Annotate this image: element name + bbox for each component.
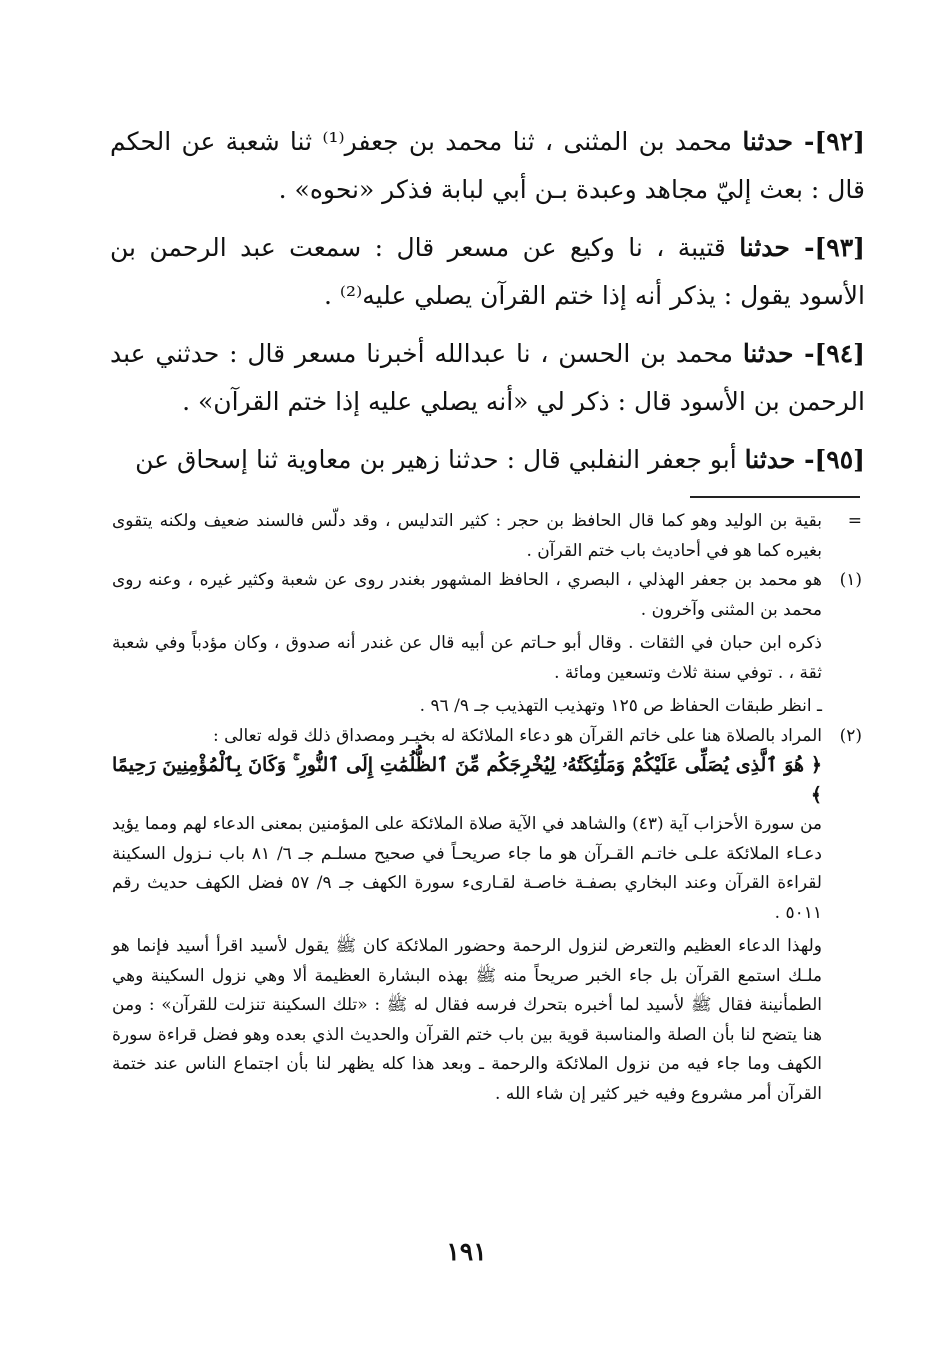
hadith-text: محمد بن الحسن ، نا عبدالله أخبرنا مسعر قال : حدثني عبد الرحمن بن الأسود قال : ذكر لي «أنه يصلي عليه إذا ختم القرآن» . (110, 339, 865, 416)
footnote-marker: = (847, 511, 862, 531)
hadith-number: [٩٥] (814, 445, 865, 474)
hadith-95 (110, 436, 865, 484)
footnote-2 (112, 722, 862, 1110)
hadith-number: [٩٢] (814, 127, 865, 156)
footnote-text: ذكره ابن حبان في الثقات . وقال أبو حـاتم عن أبيه قال عن غندر أنه صدوق ، وكان مؤدباً وفي شعبة ثقة ، . توفي سنة ثلاث وتسعين ومائة . (112, 633, 822, 683)
hadith-text: قتيبة ، نا وكيع عن مسعر قال : سمعت عبد الرحمن بن الأسود يقول : يذكر أنه إذا ختم القرآن يصلي عليه⁽²⁾ . (110, 233, 865, 310)
footnote-text: هو محمد بن جعفر الهذلي ، البصري ، الحافظ المشهور بغندر روى عن شعبة وكثير غيره ، وعنه روى محمد بن المثنى وآخرون . (112, 570, 822, 620)
hadith-number: [٩٣] (814, 233, 865, 262)
footnote-marker: (٢) (839, 725, 862, 746)
quran-verse: ﴿ هُوَ ٱلَّذِى يُصَلِّى عَلَيْكُمْ وَمَلَٰٓئِكَتُهُۥ لِيُخْرِجَكُم مِّنَ ٱلظُّلُمَٰتِ إِلَى ٱلنُّورِ ۚ وَكَانَ بِٱلْمُؤْمِنِينَ رَحِيمًا ﴾ (112, 754, 822, 806)
footnote-divider (690, 496, 860, 498)
page-number: ١٩١ (446, 1237, 487, 1266)
hadith-92 (110, 118, 865, 214)
hadith-94 (110, 330, 865, 426)
hadith-lead: - حدثنا (744, 445, 815, 474)
footnote-text: بقية بن الوليد وهو كما قال الحافظ بن حجر : كثير التدليس ، وقد دلّس فالسند ضعيف ولكنه يتقوى بغيره كما هو في أحاديث باب ختم القرآن . (112, 511, 822, 561)
footnote-1 (112, 566, 862, 722)
hadith-lead: - حدثنا (742, 339, 815, 368)
hadith-text: أبو جعفر النفلبي قال : حدثنا زهير بن معاوية ثنا إسحاق عن (135, 445, 745, 474)
hadith-93 (110, 224, 865, 320)
hadith-lead: - حدثنا (742, 127, 815, 156)
hadith-text: محمد بن المثنى ، ثنا محمد بن جعفر⁽¹⁾ ثنا شعبة عن الحكم قال : بعث إليّ مجاهد وعبدة بـن أبي لبابة فذكر «نحوه» . (110, 127, 865, 204)
footnote-text: المراد بالصلاة هنا على خاتم القرآن هو دعاء الملائكة له بخيـر ومصداق ذلك قوله تعالى : (213, 725, 822, 746)
footnote-continuation (112, 507, 862, 566)
footnote-text: من سورة الأحزاب آية (٤٣) والشاهد في الآية صلاة الملائكة على المؤمنين بمعنى الدعاء لهم ومما يؤيد دعـاء الملائكة علـى خاتـم القـرآن هو ما جاء صريحـاً في صحيح مسلـم جـ ٦/ ٨١ باب نـزول السكينة لقراءة القرآن وعند البخاري بصفـة خاصـة لقـارىء سورة الكهف جـ ٩/ ٥٧ فضل الكهف حديث رقم ٥٠١١ . (112, 814, 823, 923)
hadith-number: [٩٤] (814, 339, 865, 368)
main-text (110, 118, 865, 494)
footnote-reference: ـ انظر طبقات الحفاظ ص ١٢٥ وتهذيب التهذيب جـ ٩/ ٩٦ . (419, 696, 822, 716)
footnote-marker: (١) (839, 570, 862, 590)
footnotes (112, 507, 862, 1109)
footnote-text: ولهذا الدعاء العظيم والتعرض لنزول الرحمة وحضور الملائكة كان ﷺ يقول لأسيد اقرأ أسيد فإنما هو ملـك استمع القرآن بل جاء الخبر صريحاً منه ﷺ بهذه البشارة العظيمة ألا وهي نزول السكينة وهي الطمأنينة فقال ﷺ لأسيد لما أخبره بتحرك فرسه فقال له ﷺ : «تلك السكينة تنزلت للقرآن» : ومن هنا يتضح لنا بأن الصلة والمناسبة قوية بين باب ختم القرآن والحديث الذي بعده وهو فضل قراءة سورة الكهف وما جاء فيه من نزول الملائكة والرحمة ـ وبعد هذا كله يظهر لنا بأن اجتماع الناس عند ختمة القرآن أمر مشروع وفيه خير كثير إن شاء الله . (112, 936, 823, 1104)
hadith-lead: - حدثنا (739, 233, 815, 262)
